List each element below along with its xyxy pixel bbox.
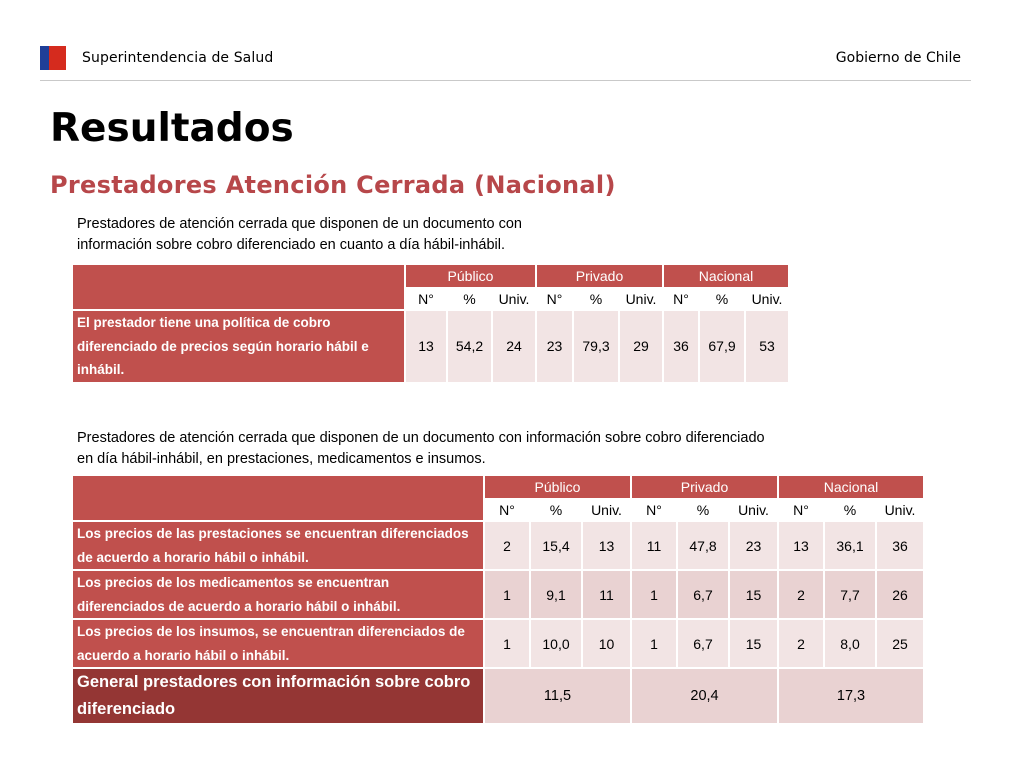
table1-subheader: % xyxy=(447,288,492,310)
table2-subheader: % xyxy=(824,499,876,521)
table-total-row xyxy=(72,668,924,724)
table-row xyxy=(72,310,789,383)
table-cell: 23 xyxy=(729,521,778,570)
table-row xyxy=(72,521,924,570)
page-title: Resultados xyxy=(50,106,294,151)
table-cell: 26 xyxy=(876,570,924,619)
table-cell: 25 xyxy=(876,619,924,668)
table-cell: 24 xyxy=(492,310,536,383)
table2-group-privado: Privado xyxy=(631,475,778,499)
table-cell: 1 xyxy=(484,619,530,668)
table1 xyxy=(71,263,790,384)
table2-group-publico: Público xyxy=(484,475,631,499)
table-cell: 29 xyxy=(619,310,663,383)
table-cell: 2 xyxy=(778,570,824,619)
table1-description: Prestadores de atención cerrada que disponen de un documento con información sobre cobro diferenciado en cuanto a día hábil-inhábil. xyxy=(77,216,522,253)
table-cell: 15,4 xyxy=(530,521,582,570)
total-row-label: General prestadores con información sobre cobro diferenciado xyxy=(72,668,484,724)
table-cell: 1 xyxy=(631,619,677,668)
table-cell: 13 xyxy=(778,521,824,570)
table1-subheader: % xyxy=(573,288,619,310)
table-cell: 36 xyxy=(876,521,924,570)
table-cell: 15 xyxy=(729,570,778,619)
row-label: Los precios de los medicamentos se encuentran diferenciados de acuerdo a horario hábil o inhábil. xyxy=(72,570,484,619)
table-cell: 10,0 xyxy=(530,619,582,668)
table2-group-nacional: Nacional xyxy=(778,475,924,499)
table-cell: 1 xyxy=(484,570,530,619)
table-cell: 10 xyxy=(582,619,631,668)
table1-subheader: N° xyxy=(405,288,447,310)
table1-group-publico: Público xyxy=(405,264,536,288)
table1-subheader: Univ. xyxy=(619,288,663,310)
table-cell: 47,8 xyxy=(677,521,729,570)
total-publico: 11,5 xyxy=(484,668,631,724)
row-label: Los precios de las prestaciones se encuentran diferenciados de acuerdo a horario hábil o inhábil. xyxy=(72,521,484,570)
table2-corner xyxy=(72,475,484,521)
total-nacional: 17,3 xyxy=(778,668,924,724)
table-cell: 79,3 xyxy=(573,310,619,383)
table-cell: 8,0 xyxy=(824,619,876,668)
table1-subheader: Univ. xyxy=(745,288,789,310)
table-cell: 54,2 xyxy=(447,310,492,383)
table-cell: 67,9 xyxy=(699,310,745,383)
table1-subheader: N° xyxy=(536,288,573,310)
table1-subheader: Univ. xyxy=(492,288,536,310)
table-cell: 53 xyxy=(745,310,789,383)
table2-subheader: % xyxy=(677,499,729,521)
table-cell: 23 xyxy=(536,310,573,383)
flag-blue-band xyxy=(40,46,49,70)
table-cell: 15 xyxy=(729,619,778,668)
table2-subheader: Univ. xyxy=(729,499,778,521)
table-cell: 36,1 xyxy=(824,521,876,570)
table1-subheader: % xyxy=(699,288,745,310)
table-cell: 36 xyxy=(663,310,699,383)
table1-group-privado: Privado xyxy=(536,264,663,288)
table-cell: 11 xyxy=(582,570,631,619)
page-subtitle: Prestadores Atención Cerrada (Nacional) xyxy=(50,171,616,199)
org-name-right: Gobierno de Chile xyxy=(835,50,961,66)
row-label: Los precios de los insumos, se encuentran diferenciados de acuerdo a horario hábil o inhábil. xyxy=(72,619,484,668)
table2-subheader: Univ. xyxy=(876,499,924,521)
table-row xyxy=(72,570,924,619)
table-cell: 13 xyxy=(582,521,631,570)
table-cell: 1 xyxy=(631,570,677,619)
table2-subheader: N° xyxy=(631,499,677,521)
table-cell: 9,1 xyxy=(530,570,582,619)
table-cell: 2 xyxy=(484,521,530,570)
table-cell: 2 xyxy=(778,619,824,668)
table1-group-nacional: Nacional xyxy=(663,264,789,288)
table-cell: 11 xyxy=(631,521,677,570)
table1-subheader: N° xyxy=(663,288,699,310)
table2-subheader: N° xyxy=(778,499,824,521)
flag-red-band xyxy=(49,46,66,70)
table2-subheader: N° xyxy=(484,499,530,521)
row-label: El prestador tiene una política de cobro diferenciado de precios según horario hábil e inhábil. xyxy=(72,310,405,383)
table-cell: 6,7 xyxy=(677,570,729,619)
header-divider xyxy=(40,80,971,81)
table-cell: 6,7 xyxy=(677,619,729,668)
table2-subheader: Univ. xyxy=(582,499,631,521)
org-name-left: Superintendencia de Salud xyxy=(82,50,274,66)
total-privado: 20,4 xyxy=(631,668,778,724)
table2 xyxy=(71,474,925,725)
table1-corner xyxy=(72,264,405,310)
table-cell: 13 xyxy=(405,310,447,383)
table2-subheader: % xyxy=(530,499,582,521)
table-row xyxy=(72,619,924,668)
table2-description: Prestadores de atención cerrada que disponen de un documento con información sobre cobro diferenciado en día hábil-inhábil, en prestaciones, medicamentos e insumos. xyxy=(77,430,765,467)
chile-flag-logo xyxy=(40,46,66,70)
table-cell: 7,7 xyxy=(824,570,876,619)
